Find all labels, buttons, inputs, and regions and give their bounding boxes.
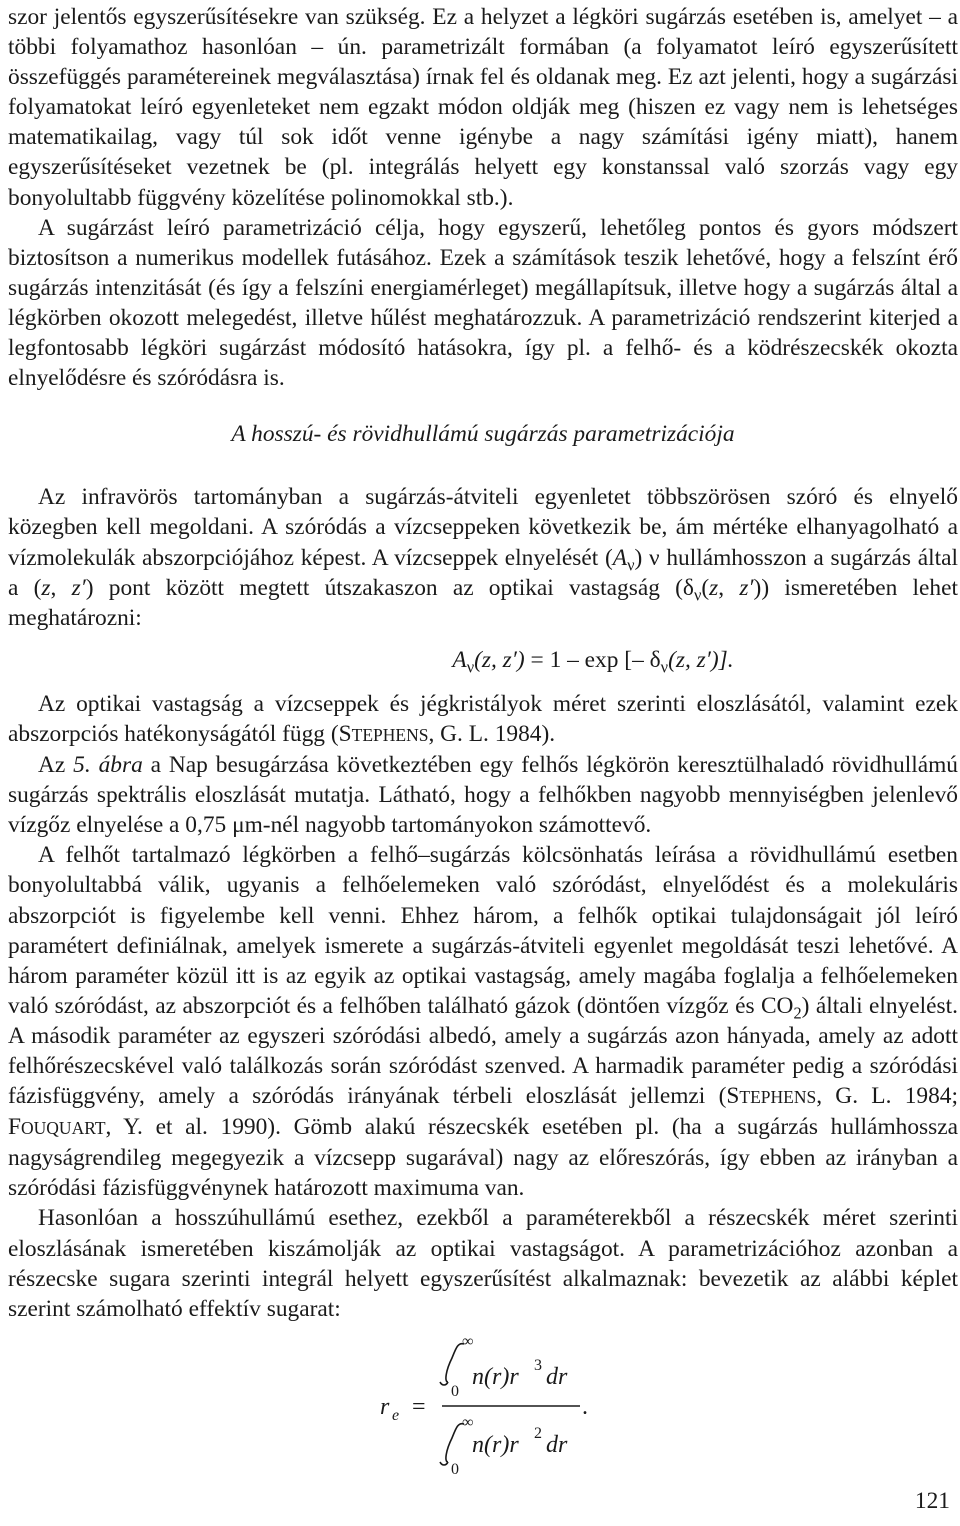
equals-sign: =: [412, 1393, 426, 1420]
lhs-r: r: [380, 1393, 390, 1420]
lhs-sub-e: e: [392, 1406, 400, 1424]
body-text: [8, 2, 958, 1474]
den-lower-limit: 0: [451, 1460, 459, 1474]
page-number: 121: [914, 1488, 950, 1514]
equation-effective-radius: [8, 1324, 958, 1474]
num-exponent: 3: [534, 1356, 542, 1374]
section-heading: A hosszú- és rövidhullámú sugárzás parametrizációja: [231, 421, 735, 448]
paragraph-1: szor jelentős egyszerűsítésekre van szükség. Ez a helyzet a légköri sugárzás esetében is, amelyet – a többi folyamathoz hasonlóan – ún. parametrizált formában (a folyamatot leíró egyszerűsített összefüggés paramétereinek megválasztása) írnak fel és oldanak meg. Ez azt jelenti, hogy a sugárzási folyamatokat leíró egyenleteket nem egzakt módon oldják meg (hiszen ez vagy nem is lehetséges matematikailag, vagy túl sok időt venne igénybe a nagy számítási igény miatt), hanem egyszerűsítéseket vezetnek be (pl. integrálás helyett egy konstanssal való szorzás vagy egy bonyolultabb függvény közelítése polinomokkal stb.).: [8, 4, 958, 211]
num-dr: dr: [546, 1363, 568, 1390]
paragraph-3: Az infravörös tartományban a sugárzás-átviteli egyenletet többszörösen szóró és elnyelő közegben kell megoldani. A szóródás a vízcseppeken következik be, ám mértéke elhanyagolható a vízmolekulák abszorpciójához képest. A vízcseppek elnyelését $(A_\nu)$ ν hullámhosszon a sugárzás által a (z, z′) pont között megtett útszakaszon az optikai vastagság ($\delta_\nu(z$, z′)) ismeretében lehet meghatározni:: [8, 484, 959, 631]
paragraph-7: Hasonlóan a hosszúhullámú esethez, ezekből a paraméterekből a részecskék méret szerinti eloszlásának ismeretében kiszámolják az optikai vastagságot. A parametrizációhoz azonban a részecske sugara szerinti integrál helyett egyszerűsítést alkalmaznak: bevezetik az alábbi képlet szerint számolható effektív sugarat:: [8, 1205, 958, 1322]
paragraph-6: A felhőt tartalmazó légkörben a felhő–sugárzás kölcsönhatás leírása a rövidhullámú esetben bonyolultabbá válik, ugyanis a felhőelemeken való szóródást, elnyelődést és a molekuláris abszorpciót is figyelembe kell venni. Ehhez három, a felhők optikai tulajdonságait jól leíró paramétert definiálnak, amelyek ismerete a sugárzás-átviteli egyenlet megoldását teszi lehetővé. A három paraméter közül itt is az egyik az optikai vastagság, amely magába foglalja a felhőelemeken való szóródást, az abszorpciót és a felhőben található gázok (döntően vízgőz és $CO_2$) általi elnyelést. A második paraméter az egyszeri szóródási albedó, amely a sugárzás azon hányada, amely az adott felhőrészecskével való találkozás során szóródást szenved. A harmadik paraméter pedig a szóródási fázisfüggvény, amely a szóródás irányának térbeli eloszlását jellemzi (STEPHENS, G. L. 1984; FOUQUART, Y. et al. 1990). Gömb alakú részecskék esetében pl. (ha a sugárzás hullámhossza nagyságrendileg megegyezik a vízcsepp sugarával) nagy az előreszórás, így ebben az irányban a szóródási fázisfüggvénynek határozott maximuma van.: [8, 842, 958, 1202]
denominator: n(r)r: [472, 1431, 519, 1458]
paragraph-4: Az optikai vastagság a vízcseppek és jégkristályok méret szerinti eloszlásától, valamint ezek abszorpciós hatékonyságától függ (STEPHENS, G. L. 1984).: [8, 690, 958, 747]
paragraph-2: A sugárzást leíró parametrizáció célja, hogy egyszerű, lehetőleg pontos és gyors módszert biztosítson a numerikus modellek futásához. Ezek a számítások teszik lehetővé, hogy a felszínt érő sugárzás intenzitását (és így a felszíni energiamérleget) megállapítsuk, illetve hogy a sugárzás által a légkörben okozott melegedést, illetve hűlést meghatározzuk. A parametrizáció rendszerint kiterjed a legfontosabb légköri sugárzást módosító hatásokra, így pl. a felhő- és a ködrészecskék okozta elnyelődésre és szóródásra is.: [8, 214, 958, 392]
den-upper-limit: ∞: [462, 1413, 474, 1431]
formula-period: .: [582, 1393, 588, 1420]
den-exponent: 2: [534, 1424, 542, 1442]
figure-reference: 5. ábra: [73, 752, 143, 779]
numerator: n(r)r: [472, 1363, 519, 1390]
effective-radius-formula: [368, 1324, 628, 1474]
equation-absorption: $A_\nu(z$, z′) = 1 – exp [– $\delta_\nu(z$, z′)].: [452, 646, 734, 677]
num-lower-limit: 0: [451, 1382, 459, 1400]
num-upper-limit: ∞: [462, 1332, 474, 1350]
paragraph-5: Az 5. ábra a Nap besugárzása következtében egy felhős légkörön keresztülhaladó rövidhullámú sugárzás spektrális eloszlását mutatja. Látható, hogy a felhőkben nagyobb mennyiségben jelenlevő vízgőz elnyelése a 0,75 μm-nél nagyobb tartományokon számottevő.: [8, 752, 958, 839]
den-dr: dr: [546, 1431, 568, 1458]
